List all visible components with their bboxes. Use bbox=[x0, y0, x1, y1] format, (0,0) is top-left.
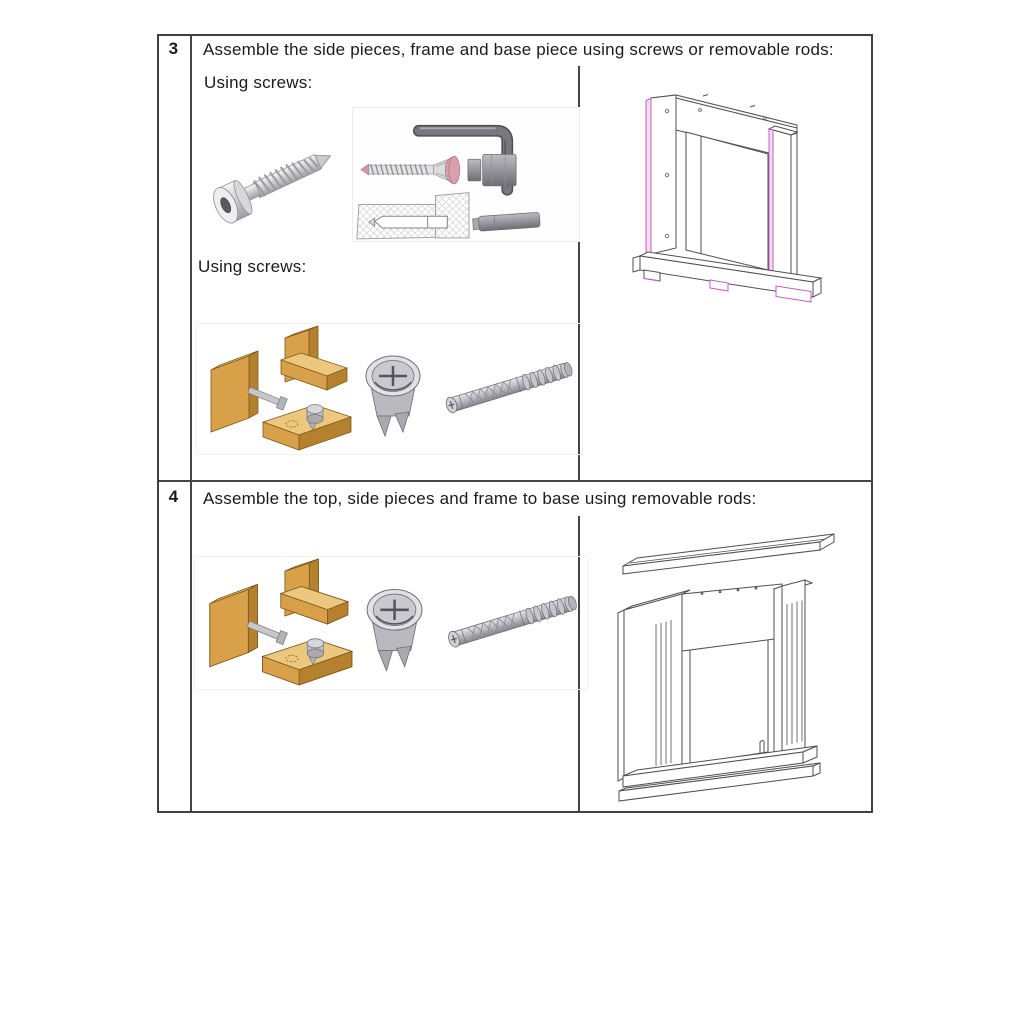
row-divider bbox=[159, 480, 873, 482]
step-number-4: 4 bbox=[168, 487, 179, 506]
step-3-method-label-1: Using screws: bbox=[204, 73, 313, 92]
cam-lock-and-dowel-fittings-illustration-2 bbox=[194, 556, 588, 690]
panel-cross-section-icon bbox=[357, 193, 540, 239]
step-3-instruction: Assemble the side pieces, frame and base piece using screws or removable rods: bbox=[203, 40, 834, 59]
step-4-instruction: Assemble the top, side pieces and frame to base using removable rods: bbox=[203, 489, 757, 508]
step-3-method-label-2: Using screws: bbox=[198, 257, 307, 276]
removable-rod-icon bbox=[444, 361, 573, 414]
bolt-with-washer-icon bbox=[361, 154, 516, 185]
number-column-divider bbox=[190, 36, 192, 811]
frame-assembly-diagram bbox=[600, 80, 880, 320]
allen-key-bolt-and-barrel-nut-illustration bbox=[352, 107, 580, 242]
step-number-3: 3 bbox=[168, 39, 179, 58]
confirmat-screw-illustration bbox=[198, 124, 348, 242]
mantel-top-assembly-diagram bbox=[590, 520, 880, 810]
cam-lock-icon bbox=[366, 356, 420, 436]
cam-lock-and-dowel-fittings-illustration bbox=[196, 323, 583, 455]
